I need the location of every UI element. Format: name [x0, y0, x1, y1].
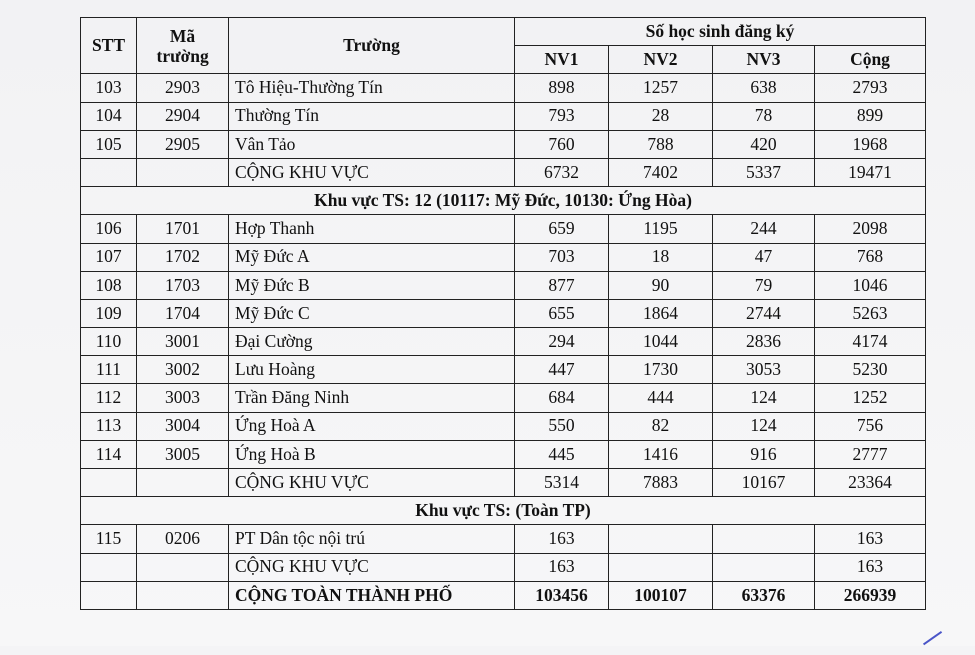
cell-cong: 768 [815, 243, 926, 271]
city-total-nv1: 103456 [515, 581, 609, 609]
cell-cong: 2777 [815, 440, 926, 468]
cell-ma: 1703 [137, 271, 229, 299]
cell-nv2: 28 [609, 102, 713, 130]
cell-nv3: 47 [713, 243, 815, 271]
region-total-row [81, 158, 926, 186]
cell-nv3: 420 [713, 130, 815, 158]
cell-nv3: 78 [713, 102, 815, 130]
cell-stt: 108 [81, 271, 137, 299]
cell-ma: 1701 [137, 215, 229, 243]
cell-nv1: 659 [515, 215, 609, 243]
cell-empty [137, 158, 229, 186]
total-cong: 23364 [815, 469, 926, 497]
cell-nv1: 447 [515, 356, 609, 384]
city-total-row [81, 581, 926, 609]
table-row [81, 412, 926, 440]
cell-nv1: 163 [515, 525, 609, 553]
cell-name: Mỹ Đức A [229, 243, 515, 271]
region-total-label: CỘNG KHU VỰC [229, 469, 515, 497]
table-row [81, 130, 926, 158]
cell-cong: 1252 [815, 384, 926, 412]
cell-ma: 1704 [137, 299, 229, 327]
cell-nv2: 82 [609, 412, 713, 440]
cell-nv1: 445 [515, 440, 609, 468]
total-nv1: 5314 [515, 469, 609, 497]
cell-cong: 2793 [815, 74, 926, 102]
cell-stt: 112 [81, 384, 137, 412]
cell-name: Đại Cường [229, 328, 515, 356]
cell-nv1: 655 [515, 299, 609, 327]
cell-stt: 107 [81, 243, 137, 271]
total-nv2: 7883 [609, 469, 713, 497]
cell-nv3: 2836 [713, 328, 815, 356]
cell-nv3: 638 [713, 74, 815, 102]
cell-nv2: 18 [609, 243, 713, 271]
cell-cong: 899 [815, 102, 926, 130]
cell-name: Trần Đăng Ninh [229, 384, 515, 412]
region-total-label: CỘNG KHU VỰC [229, 553, 515, 581]
cell-cong: 1046 [815, 271, 926, 299]
cell-name: PT Dân tộc nội trú [229, 525, 515, 553]
cell-nv1: 550 [515, 412, 609, 440]
total-nv1: 6732 [515, 158, 609, 186]
cell-ma: 1702 [137, 243, 229, 271]
table-row [81, 328, 926, 356]
cell-ma: 0206 [137, 525, 229, 553]
cell-nv1: 294 [515, 328, 609, 356]
region-heading-row [81, 187, 926, 215]
table-row [81, 102, 926, 130]
cell-nv2: 788 [609, 130, 713, 158]
cell-empty [137, 581, 229, 609]
cell-nv2: 1416 [609, 440, 713, 468]
region-total-row [81, 553, 926, 581]
cell-name: Hợp Thanh [229, 215, 515, 243]
cell-stt: 113 [81, 412, 137, 440]
city-total-label: CỘNG TOÀN THÀNH PHỐ [229, 581, 515, 609]
cell-empty [81, 581, 137, 609]
cell-name: Tô Hiệu-Thường Tín [229, 74, 515, 102]
cell-name: Mỹ Đức C [229, 299, 515, 327]
table-row [81, 356, 926, 384]
cell-ma: 3001 [137, 328, 229, 356]
cell-nv3: 124 [713, 412, 815, 440]
cell-empty [81, 158, 137, 186]
cell-stt: 115 [81, 525, 137, 553]
cell-nv1: 703 [515, 243, 609, 271]
cell-empty [81, 469, 137, 497]
cell-cong: 5263 [815, 299, 926, 327]
cell-nv3: 3053 [713, 356, 815, 384]
cell-ma: 3005 [137, 440, 229, 468]
cell-nv2: 90 [609, 271, 713, 299]
table-row [81, 74, 926, 102]
region-total-row [81, 469, 926, 497]
cell-ma: 2904 [137, 102, 229, 130]
header-nv1: NV1 [515, 46, 609, 74]
cell-nv3: 244 [713, 215, 815, 243]
cell-stt: 111 [81, 356, 137, 384]
cell-cong: 5230 [815, 356, 926, 384]
cell-stt: 103 [81, 74, 137, 102]
cell-nv3 [713, 525, 815, 553]
cell-name: Mỹ Đức B [229, 271, 515, 299]
cell-stt: 114 [81, 440, 137, 468]
city-total-nv3: 63376 [713, 581, 815, 609]
cell-empty [81, 553, 137, 581]
header-nv3: NV3 [713, 46, 815, 74]
cell-name: Vân Tảo [229, 130, 515, 158]
table-header [81, 18, 926, 74]
cell-nv1: 793 [515, 102, 609, 130]
cell-nv3: 124 [713, 384, 815, 412]
cell-cong: 4174 [815, 328, 926, 356]
cell-nv1: 877 [515, 271, 609, 299]
cell-name: Ứng Hoà B [229, 440, 515, 468]
cell-cong: 1968 [815, 130, 926, 158]
region-title: Khu vực TS: (Toàn TP) [81, 497, 926, 525]
header-so-hoc-sinh: Số học sinh đăng ký [515, 18, 926, 46]
city-total-cong: 266939 [815, 581, 926, 609]
header-cong: Cộng [815, 46, 926, 74]
table-row [81, 525, 926, 553]
cell-ma: 2905 [137, 130, 229, 158]
cell-nv2: 444 [609, 384, 713, 412]
cell-stt: 105 [81, 130, 137, 158]
cell-stt: 110 [81, 328, 137, 356]
table-body [81, 74, 926, 610]
cell-nv2: 1864 [609, 299, 713, 327]
cell-nv3: 916 [713, 440, 815, 468]
total-nv2: 7402 [609, 158, 713, 186]
cell-stt: 104 [81, 102, 137, 130]
cell-ma: 3003 [137, 384, 229, 412]
total-nv3: 10167 [713, 469, 815, 497]
header-ma-truong-text: Mã trường [156, 25, 209, 66]
registration-table [80, 17, 926, 610]
region-title: Khu vực TS: 12 (10117: Mỹ Đức, 10130: Ứng Hòa) [81, 187, 926, 215]
total-cong: 163 [815, 553, 926, 581]
cell-name: Ứng Hoà A [229, 412, 515, 440]
total-nv3 [713, 553, 815, 581]
region-heading-row [81, 497, 926, 525]
cell-name: Lưu Hoàng [229, 356, 515, 384]
total-nv3: 5337 [713, 158, 815, 186]
cell-stt: 106 [81, 215, 137, 243]
cell-nv1: 760 [515, 130, 609, 158]
cell-name: Thường Tín [229, 102, 515, 130]
cell-nv3: 2744 [713, 299, 815, 327]
cell-cong: 756 [815, 412, 926, 440]
ink-mark [923, 631, 949, 655]
cell-empty [137, 553, 229, 581]
cell-ma: 3002 [137, 356, 229, 384]
cell-ma: 2903 [137, 74, 229, 102]
cell-stt: 109 [81, 299, 137, 327]
cell-nv3: 79 [713, 271, 815, 299]
cell-cong: 163 [815, 525, 926, 553]
table-row [81, 215, 926, 243]
header-truong: Trường [229, 18, 515, 74]
header-stt: STT [81, 18, 137, 74]
cell-ma: 3004 [137, 412, 229, 440]
header-ma-truong [137, 18, 229, 74]
cell-nv2: 1257 [609, 74, 713, 102]
cell-cong: 2098 [815, 215, 926, 243]
table-row [81, 243, 926, 271]
cell-empty [137, 469, 229, 497]
cell-nv2 [609, 525, 713, 553]
total-nv1: 163 [515, 553, 609, 581]
total-nv2 [609, 553, 713, 581]
cell-nv2: 1730 [609, 356, 713, 384]
table-row [81, 384, 926, 412]
cell-nv2: 1195 [609, 215, 713, 243]
cell-nv1: 684 [515, 384, 609, 412]
total-cong: 19471 [815, 158, 926, 186]
city-total-nv2: 100107 [609, 581, 713, 609]
cell-nv1: 898 [515, 74, 609, 102]
table-row [81, 440, 926, 468]
cell-nv2: 1044 [609, 328, 713, 356]
region-total-label: CỘNG KHU VỰC [229, 158, 515, 186]
table-row [81, 271, 926, 299]
header-nv2: NV2 [609, 46, 713, 74]
table-row [81, 299, 926, 327]
